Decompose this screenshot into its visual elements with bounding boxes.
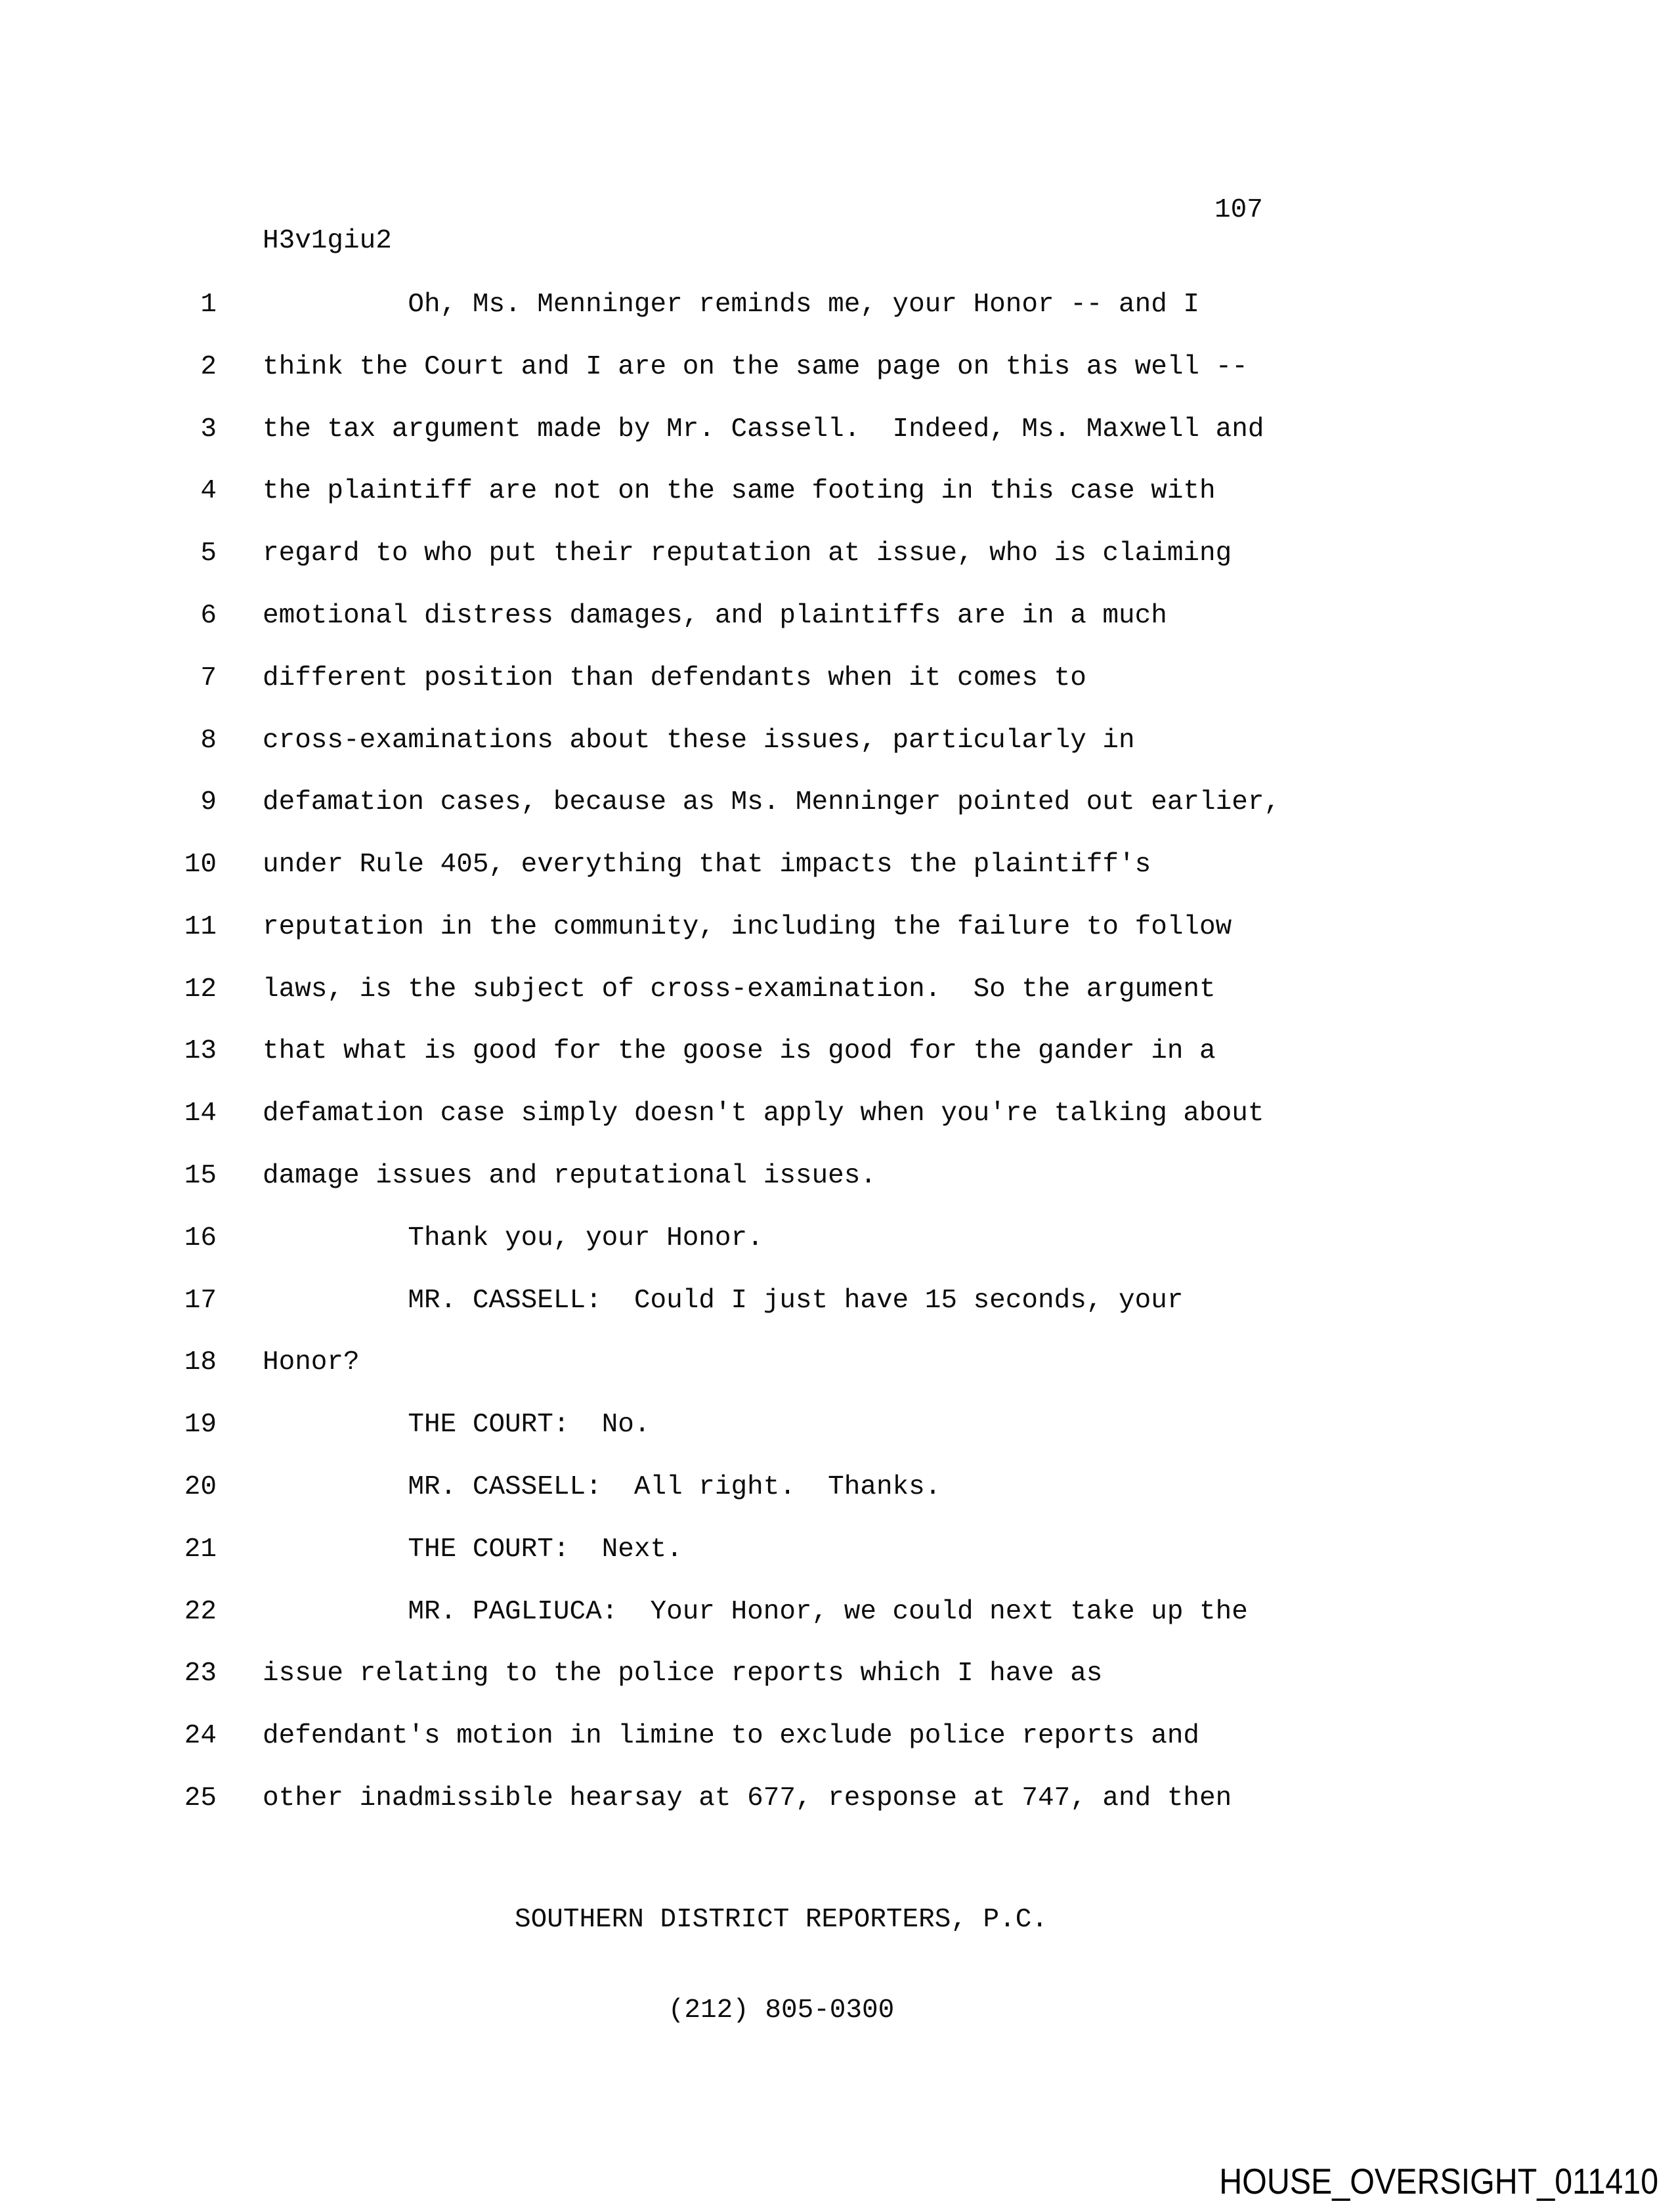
line-number: 25 xyxy=(184,1783,217,1813)
line-number: 11 xyxy=(184,912,217,942)
transcript-line xyxy=(0,1163,876,1190)
transcript-line xyxy=(0,1599,1248,1626)
line-number: 24 xyxy=(184,1721,217,1751)
line-text: MR. CASSELL: All right. Thanks. xyxy=(263,1472,941,1502)
line-number: 3 xyxy=(200,414,217,445)
line-number: 5 xyxy=(200,538,217,569)
line-text: Honor? xyxy=(263,1347,360,1377)
line-text: defamation case simply doesn't apply when you're talking about xyxy=(263,1098,1264,1129)
transcript-line xyxy=(0,665,1086,692)
line-text: different position than defendants when it comes to xyxy=(263,663,1086,693)
transcript-line xyxy=(0,478,1216,505)
transcript-line xyxy=(0,1225,763,1252)
line-text: the plaintiff are not on the same footing in this case with xyxy=(263,476,1216,506)
line-text: other inadmissible hearsay at 677, response at 747, and then xyxy=(263,1783,1232,1813)
transcript-line xyxy=(0,727,1135,754)
transcript-line xyxy=(0,1660,1102,1687)
reporter-phone: (212) 805-0300 xyxy=(668,1995,895,2026)
line-text: laws, is the subject of cross-examination. So the argument xyxy=(263,974,1216,1005)
transcript-line xyxy=(0,1723,1199,1750)
transcript-line xyxy=(0,292,1199,318)
line-number: 1 xyxy=(200,290,217,320)
line-text: think the Court and I are on the same page on this as well -- xyxy=(263,352,1248,382)
line-number: 9 xyxy=(200,787,217,817)
line-text: Thank you, your Honor. xyxy=(263,1223,763,1253)
line-number: 8 xyxy=(200,726,217,756)
line-text: defamation cases, because as Ms. Menninger pointed out earlier, xyxy=(263,787,1281,817)
line-number: 15 xyxy=(184,1161,217,1191)
line-text: damage issues and reputational issues. xyxy=(263,1161,876,1191)
transcript-line xyxy=(0,1038,1216,1065)
transcript-line xyxy=(0,1288,1183,1314)
line-number: 14 xyxy=(184,1098,217,1129)
transcript-line xyxy=(0,976,1216,1003)
reporter-organization: SOUTHERN DISTRICT REPORTERS, P.C. xyxy=(515,1905,1048,1935)
line-text: Oh, Ms. Menninger reminds me, your Honor -- and I xyxy=(263,290,1200,320)
line-text: THE COURT: Next. xyxy=(263,1534,683,1565)
transcript-line xyxy=(0,354,1248,381)
transcript-line xyxy=(0,1100,1264,1127)
line-number: 2 xyxy=(200,352,217,382)
line-number: 7 xyxy=(200,663,217,693)
transcript-line xyxy=(0,1474,941,1501)
transcript-line xyxy=(0,540,1232,567)
transcript-line xyxy=(0,416,1264,443)
transcript-line xyxy=(0,1536,683,1563)
line-number: 4 xyxy=(200,476,217,506)
bates-stamp: HOUSE_OVERSIGHT_011410 xyxy=(1219,2161,1658,2201)
page-number: 107 xyxy=(1214,195,1263,225)
line-number: 21 xyxy=(184,1534,217,1565)
line-text: under Rule 405, everything that impacts the plaintiff's xyxy=(263,850,1151,880)
transcript-line xyxy=(0,1349,360,1376)
line-number: 20 xyxy=(184,1472,217,1502)
line-text: that what is good for the goose is good for the gander in a xyxy=(263,1036,1216,1066)
transcript-line xyxy=(0,852,1151,878)
line-text: MR. CASSELL: Could I just have 15 seconds, your xyxy=(263,1286,1184,1316)
line-number: 22 xyxy=(184,1597,217,1627)
transcript-line xyxy=(0,789,1280,816)
line-text: MR. PAGLIUCA: Your Honor, we could next take up the xyxy=(263,1597,1248,1627)
line-number: 17 xyxy=(184,1286,217,1316)
case-code: H3v1giu2 xyxy=(263,226,392,256)
line-text: issue relating to the police reports which I have as xyxy=(263,1659,1103,1689)
line-text: THE COURT: No. xyxy=(263,1410,651,1440)
line-text: reputation in the community, including the failure to follow xyxy=(263,912,1232,942)
line-number: 12 xyxy=(184,974,217,1005)
transcript-line xyxy=(0,914,1232,941)
line-number: 13 xyxy=(184,1036,217,1066)
line-number: 19 xyxy=(184,1410,217,1440)
line-number: 10 xyxy=(184,850,217,880)
line-text: defendant's motion in limine to exclude police reports and xyxy=(263,1721,1200,1751)
line-text: emotional distress damages, and plaintiffs are in a much xyxy=(263,601,1167,631)
reporter-footer xyxy=(263,1844,1300,2086)
line-text: regard to who put their reputation at issue, who is claiming xyxy=(263,538,1232,569)
transcript-line xyxy=(0,603,1167,630)
line-number: 6 xyxy=(200,601,217,631)
line-number: 18 xyxy=(184,1347,217,1377)
transcript-line xyxy=(0,1412,651,1439)
transcript-line xyxy=(0,1785,1232,1812)
line-number: 23 xyxy=(184,1659,217,1689)
line-text: the tax argument made by Mr. Cassell. Indeed, Ms. Maxwell and xyxy=(263,414,1264,445)
line-number: 16 xyxy=(184,1223,217,1253)
line-text: cross-examinations about these issues, particularly in xyxy=(263,726,1135,756)
